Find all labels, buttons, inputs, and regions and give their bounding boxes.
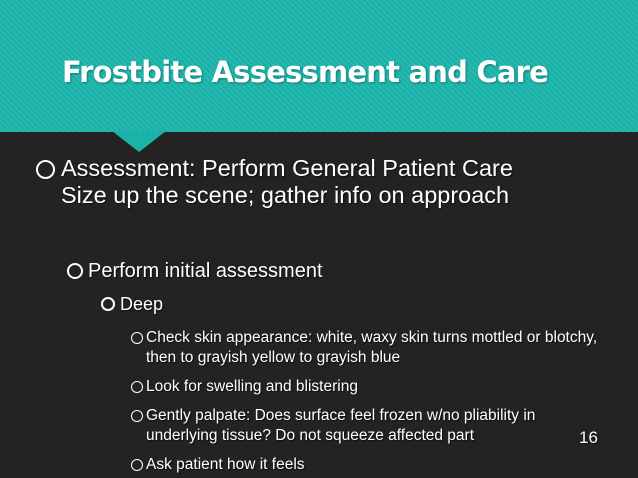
hollow-circle-bullet-icon <box>131 459 143 471</box>
bullet-level-4 <box>131 455 601 475</box>
hollow-circle-bullet-icon <box>131 410 143 422</box>
bullet-level-4 <box>131 377 601 397</box>
hollow-circle-bullet-icon <box>36 160 55 179</box>
hollow-circle-bullet-icon <box>67 263 83 279</box>
bullet-text: Perform initial assessment <box>88 260 323 282</box>
bullet-text: Ask patient how it feels <box>146 456 305 473</box>
bullet-level-2 <box>67 259 487 283</box>
bullet-level-4 <box>131 328 601 368</box>
hollow-circle-bullet-icon <box>131 381 143 393</box>
bullet-level-3 <box>101 293 401 315</box>
bullet-text: Deep <box>120 294 164 314</box>
bullet-text: Check skin appearance: white, waxy skin turns mottled or blotchy, then to grayish yellow to grayish blue <box>146 329 598 366</box>
slide-title: Frostbite Assessment and Care <box>62 55 548 89</box>
bullet-level-4 <box>131 406 601 446</box>
bullet-level-1 <box>36 155 556 209</box>
bullet-text: Gently palpate: Does surface feel frozen w/no pliability in underlying tissue? Do not squeeze affected part <box>146 407 536 444</box>
page-number: 16 <box>579 428 598 447</box>
bullet-text: Look for swelling and blistering <box>146 378 358 395</box>
bullet-text: Assessment: Perform General Patient Care Size up the scene; gather info on approach <box>61 155 513 208</box>
hollow-circle-bullet-icon <box>131 332 143 344</box>
hollow-circle-bullet-icon <box>101 297 115 311</box>
